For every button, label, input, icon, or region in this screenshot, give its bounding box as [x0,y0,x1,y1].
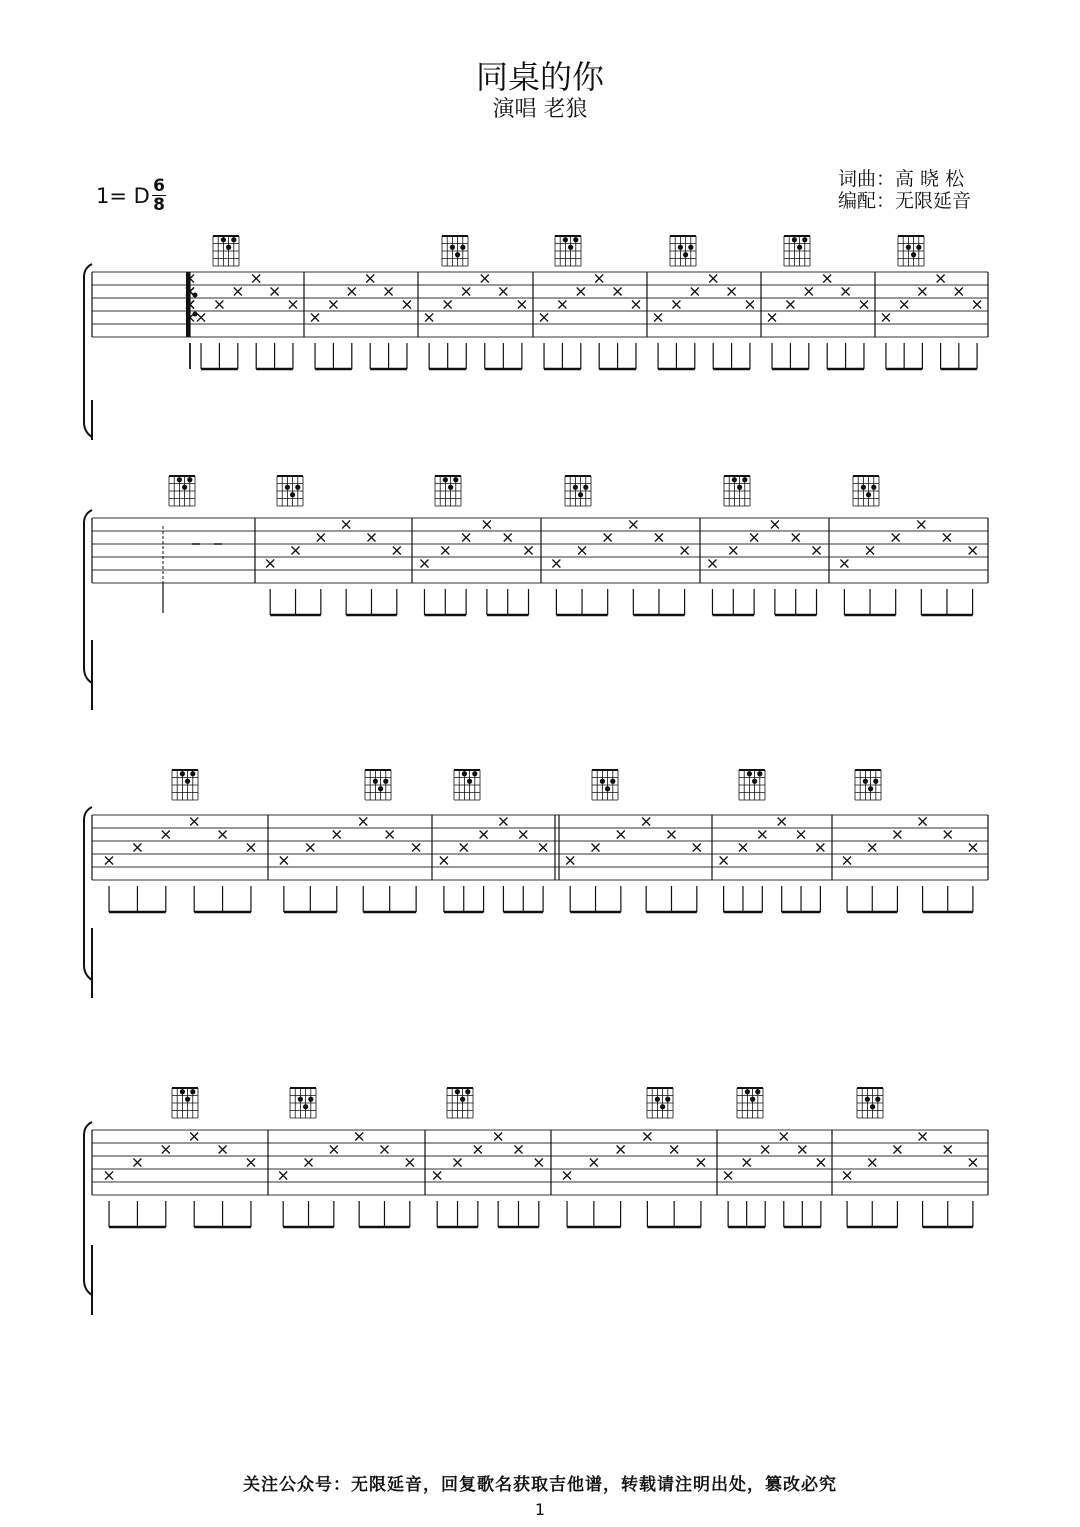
chord-finger-dot [221,237,226,242]
note-x-mark [655,534,663,542]
chord-finger-dot [231,237,236,242]
note-x-mark [969,844,977,852]
note-x-mark [937,275,945,283]
note-x-mark [843,857,851,865]
note-x-mark [792,534,800,542]
chord-finger-dot [802,237,807,242]
note-x-mark [480,831,488,839]
chord-finger-dot [467,779,472,784]
system-bracket [84,807,92,980]
note-x-mark [944,831,952,839]
note-x-mark [893,831,901,839]
note-x-mark [552,560,560,568]
chord-finger-dot [190,771,195,776]
note-x-mark [367,534,375,542]
note-x-mark [590,1159,598,1167]
chord-finger-dot [448,485,453,490]
note-x-mark [558,301,566,309]
chord-finger-dot [583,485,588,490]
note-x-mark [412,844,420,852]
chord-finger-dot [873,779,878,784]
chord-finger-dot [600,779,605,784]
chord-finger-dot [190,1089,195,1094]
chord-finger-dot [573,485,578,490]
note-x-mark [761,1146,769,1154]
note-x-mark [643,1133,651,1141]
singer-line: 演唱 老狼 [492,97,588,122]
note-x-mark [535,1159,543,1167]
note-x-mark [672,301,680,309]
note-x-mark [197,314,205,322]
note-x-mark [868,1159,876,1167]
note-x-mark [329,301,337,309]
note-x-mark [386,831,394,839]
note-x-mark [519,831,527,839]
chord-finger-dot [757,771,762,776]
chord-finger-dot [865,1097,870,1102]
system-bracket [84,1122,92,1295]
note-x-mark [441,547,449,555]
note-x-mark [617,831,625,839]
note-x-mark [632,301,640,309]
chord-finger-dot [610,779,615,784]
note-x-mark [289,301,297,309]
note-x-mark [708,560,716,568]
note-x-mark [234,288,242,296]
note-x-mark [105,1172,113,1180]
note-x-mark [729,547,737,555]
note-x-mark [868,844,876,852]
chord-finger-dot [870,1104,875,1109]
note-x-mark [433,1172,441,1180]
note-x-mark [563,1172,571,1180]
note-x-mark [440,857,448,865]
note-x-mark [604,534,612,542]
chord-finger-dot [861,485,866,490]
time-sig-top: 6 [153,176,165,196]
note-x-mark [483,521,491,529]
note-x-mark [540,314,548,322]
note-x-mark [355,1133,363,1141]
note-x-mark [514,1146,522,1154]
chord-finger-dot [750,1097,755,1102]
chord-finger-dot [308,1097,313,1102]
note-x-mark [292,547,300,555]
note-x-mark [494,1133,502,1141]
note-x-mark [499,288,507,296]
note-x-mark [330,1146,338,1154]
note-x-mark [190,818,198,826]
chord-finger-dot [568,245,573,250]
note-x-mark [614,288,622,296]
note-x-mark [629,521,637,529]
note-x-mark [215,301,223,309]
system-bracket [84,264,92,437]
chord-finger-dot [472,771,477,776]
note-x-mark [105,857,113,865]
chord-finger-dot [180,771,185,776]
note-x-mark [566,857,574,865]
chord-finger-dot [187,477,192,482]
chord-finger-dot [678,245,683,250]
chord-finger-dot [792,237,797,242]
note-x-mark [271,288,279,296]
arranger-credit: 编配：无限延音 [838,190,972,212]
note-x-mark [592,844,600,852]
note-x-mark [162,831,170,839]
note-x-mark [654,314,662,322]
note-x-mark [771,521,779,529]
chord-finger-dot [373,779,378,784]
chord-finger-dot [747,771,752,776]
chord-finger-dot [745,1089,750,1094]
note-x-mark [403,301,411,309]
note-x-mark [780,1133,788,1141]
note-x-mark [190,1133,198,1141]
chord-finger-dot [573,237,578,242]
note-x-mark [577,288,585,296]
note-x-mark [900,301,908,309]
note-x-mark [750,534,758,542]
note-x-mark [739,844,747,852]
chord-finger-dot [295,485,300,490]
chord-finger-dot [797,245,802,250]
note-x-mark [918,288,926,296]
chord-finger-dot [752,779,757,784]
chord-finger-dot [683,252,688,257]
note-x-mark [805,288,813,296]
note-x-mark [348,288,356,296]
note-x-mark [778,818,786,826]
chord-finger-dot [460,245,465,250]
note-x-mark [743,1159,751,1167]
note-x-mark [133,844,141,852]
note-x-mark [279,1172,287,1180]
note-x-mark [670,1146,678,1154]
note-x-mark [393,547,401,555]
chord-finger-dot [450,245,455,250]
chord-finger-dot [665,1097,670,1102]
note-x-mark [813,547,821,555]
note-x-mark [944,1146,952,1154]
chord-finger-dot [660,1104,665,1109]
footer-notice: 关注公众号：无限延音，回复歌名获取吉他谱，转载请注明出处，篡改必究 [243,1475,837,1495]
note-x-mark [499,818,507,826]
chord-finger-dot [916,245,921,250]
chord-finger-dot [383,779,388,784]
chord-finger-dot [863,779,868,784]
note-x-mark [333,831,341,839]
chord-finger-dot [443,477,448,482]
note-x-mark [973,301,981,309]
note-x-mark [693,844,701,852]
note-x-mark [342,521,350,529]
note-x-mark [798,1146,806,1154]
note-x-mark [816,844,824,852]
note-x-mark [697,1159,705,1167]
chord-finger-dot [177,477,182,482]
chord-finger-dot [462,771,467,776]
note-x-mark [359,818,367,826]
note-x-mark [162,1146,170,1154]
note-x-mark [420,560,428,568]
note-x-mark [219,1146,227,1154]
note-x-mark [860,301,868,309]
note-x-mark [709,275,717,283]
note-x-mark [460,844,468,852]
note-x-mark [797,831,805,839]
note-x-mark [746,301,754,309]
note-x-mark [917,521,925,529]
note-x-mark [882,314,890,322]
note-x-mark [817,1159,825,1167]
note-x-mark [823,275,831,283]
note-x-mark [768,314,776,322]
note-x-mark [305,1159,313,1167]
note-x-mark [595,275,603,283]
chord-finger-dot [285,485,290,490]
note-x-mark [617,1146,625,1154]
note-x-mark [518,301,526,309]
note-x-mark [474,1146,482,1154]
note-x-mark [252,275,260,283]
note-x-mark [681,547,689,555]
note-x-mark [454,1159,462,1167]
note-x-mark [667,831,675,839]
chord-finger-dot [688,245,693,250]
chord-finger-dot [182,485,187,490]
note-x-mark [578,547,586,555]
chord-finger-dot [455,252,460,257]
chord-finger-dot [755,1089,760,1094]
song-title: 同桌的你 [475,58,604,96]
chord-finger-dot [563,237,568,242]
note-x-mark [842,288,850,296]
note-x-mark [504,534,512,542]
note-x-mark [724,1172,732,1180]
chord-finger-dot [866,492,871,497]
chord-finger-dot [226,245,231,250]
key-signature: 1= D [96,184,150,208]
note-x-mark [425,314,433,322]
note-x-mark [893,1146,901,1154]
chord-finger-dot [453,477,458,482]
chord-finger-dot [732,477,737,482]
page-number: 1 [534,1500,546,1519]
chord-finger-dot [742,477,747,482]
chord-finger-dot [578,492,583,497]
note-x-mark [133,1159,141,1167]
chord-finger-dot [303,1104,308,1109]
chord-finger-dot [180,1089,185,1094]
note-x-mark [462,288,470,296]
note-x-mark [306,844,314,852]
chord-finger-dot [875,1097,880,1102]
chord-finger-dot [185,1097,190,1102]
time-sig-bottom: 8 [153,195,165,215]
note-x-mark [444,301,452,309]
note-x-mark [919,818,927,826]
note-x-mark [642,818,650,826]
note-x-mark [691,288,699,296]
lyrics-credit: 词曲：高 晓 松 [838,168,965,190]
note-x-mark [539,844,547,852]
note-x-mark [247,844,255,852]
note-x-mark [366,275,374,283]
note-x-mark [247,1159,255,1167]
note-x-mark [266,560,274,568]
note-x-mark [786,301,794,309]
note-x-mark [728,288,736,296]
chord-finger-dot [605,786,610,791]
chord-finger-dot [460,1097,465,1102]
note-x-mark [219,831,227,839]
note-x-mark [969,1159,977,1167]
system-bracket [84,510,92,683]
chord-finger-dot [655,1097,660,1102]
chord-finger-dot [737,485,742,490]
chord-finger-dot [911,252,916,257]
chord-finger-dot [185,779,190,784]
note-x-mark [843,1172,851,1180]
chord-finger-dot [871,485,876,490]
note-x-mark [969,547,977,555]
chord-finger-dot [906,245,911,250]
chord-finger-dot [378,786,383,791]
note-x-mark [840,560,848,568]
note-x-mark [481,275,489,283]
chord-finger-dot [868,786,873,791]
note-x-mark [943,534,951,542]
note-x-mark [380,1146,388,1154]
note-x-mark [892,534,900,542]
chord-finger-dot [290,492,295,497]
note-x-mark [317,534,325,542]
note-x-mark [280,857,288,865]
chord-finger-dot [455,1089,460,1094]
note-x-mark [462,534,470,542]
chord-finger-dot [298,1097,303,1102]
note-x-mark [720,857,728,865]
note-x-mark [525,547,533,555]
chord-finger-dot [465,1089,470,1094]
note-x-mark [758,831,766,839]
note-x-mark [406,1159,414,1167]
note-x-mark [955,288,963,296]
note-x-mark [866,547,874,555]
note-x-mark [385,288,393,296]
note-x-mark [919,1133,927,1141]
note-x-mark [311,314,319,322]
